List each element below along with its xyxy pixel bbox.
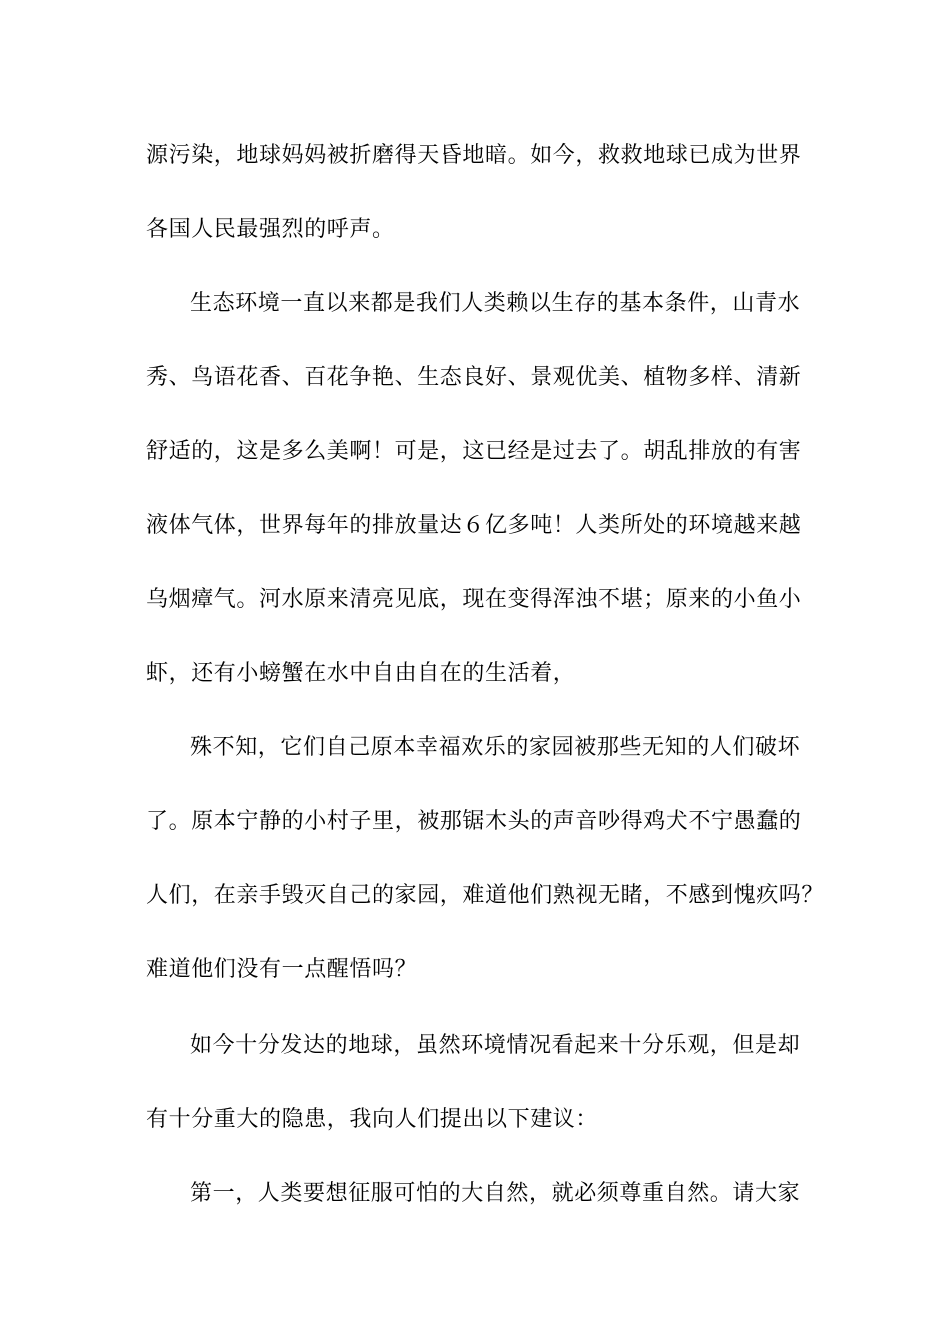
text-line-2: 各国人民最强烈的呼声。 — [146, 217, 395, 242]
text-line-6: 液体气体，世界每年的排放量达６亿多吨！人类所处的环境越来越 — [146, 513, 802, 538]
text-line-12: 难道他们没有一点醒悟吗？ — [146, 957, 418, 982]
text-line-7: 乌烟瘴气。河水原来清亮见底，现在变得浑浊不堪；原来的小鱼小 — [146, 587, 802, 612]
text-line-4: 秀、鸟语花香、百花争艳、生态良好、景观优美、植物多样、清新 — [146, 365, 802, 390]
text-line-8: 虾，还有小螃蟹在水中自由自在的生活着， — [146, 661, 576, 686]
text-line-15: 第一，人类要想征服可怕的大自然，就必须尊重自然。请大家 — [190, 1181, 801, 1206]
text-line-14: 有十分重大的隐患，我向人们提出以下建议： — [146, 1107, 599, 1132]
text-line-10: 了。原本宁静的小村子里，被那锯木头的声音吵得鸡犬不宁愚蠢的 — [146, 809, 802, 834]
text-line-13: 如今十分发达的地球，虽然环境情况看起来十分乐观，但是却 — [190, 1033, 801, 1058]
text-line-5: 舒适的，这是多么美啊！可是，这已经是过去了。胡乱排放的有害 — [146, 439, 802, 464]
text-line-9: 殊不知，它们自己原本幸福欢乐的家园被那些无知的人们破坏 — [190, 735, 801, 760]
text-line-3: 生态环境一直以来都是我们人类赖以生存的基本条件，山青水 — [190, 291, 801, 316]
text-line-11: 人们，在亲手毁灭自己的家园，难道他们熟视无睹，不感到愧疚吗？ — [146, 883, 825, 908]
text-line-1: 源污染，地球妈妈被折磨得天昏地暗。如今，救救地球已成为世界 — [146, 143, 802, 168]
